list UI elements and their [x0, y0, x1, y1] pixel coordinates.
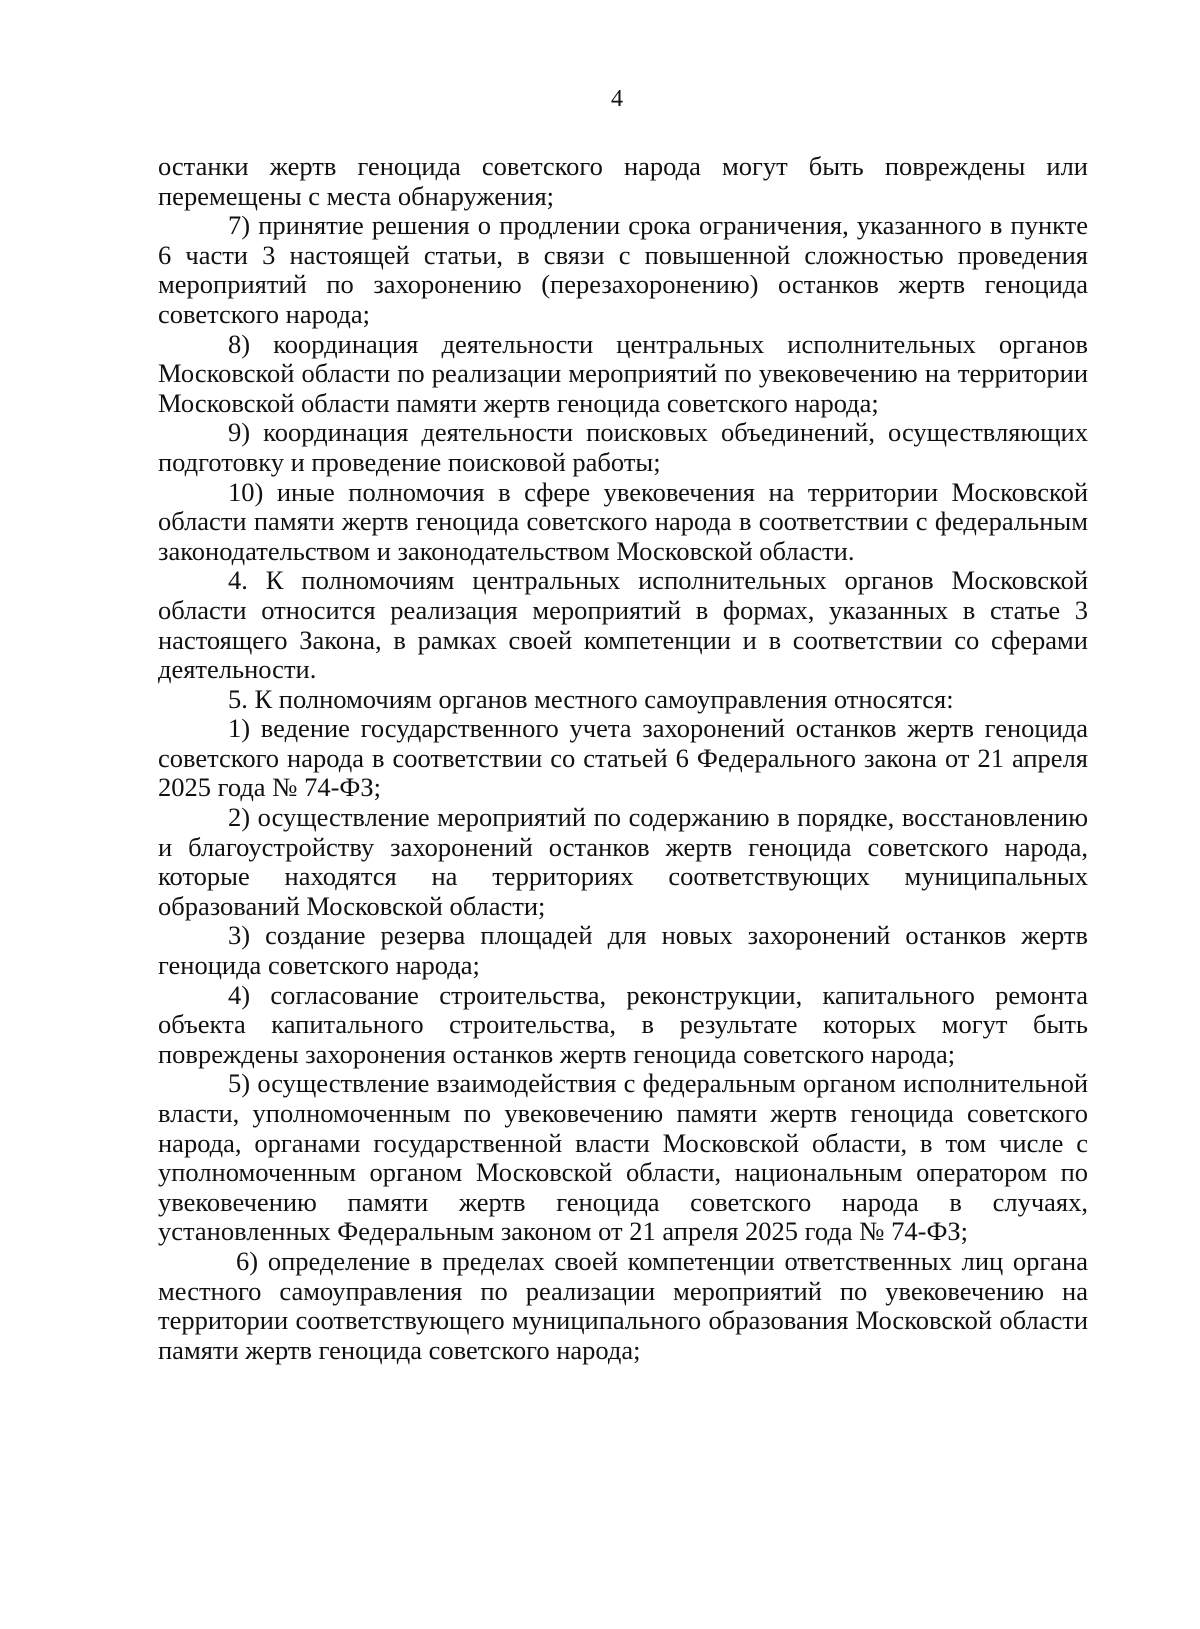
paragraph-item-9: 9) координация деятельности поисковых объединений, осуществляющих подготовку и проведение поисковой работы;	[158, 417, 1088, 477]
paragraph-part-5-item-6: 6) определение в пределах своей компетенции ответственных лиц органа местного самоуправления по реализации мероприятий по увековечению на территории соответствующего муниципального образования Московской области памяти жертв геноцида советского народа;	[158, 1245, 1088, 1365]
paragraph-item-10: 10) иные полномочия в сфере увековечения на территории Московской области памяти жертв геноцида советского народа в соответствии с федеральным законодательством и законодательством Московской области.	[158, 476, 1088, 566]
paragraph-item-8: 8) координация деятельности центральных исполнительных органов Московской области по реализации мероприятий по увековечению на территории Московской области памяти жертв геноцида советского народа;	[158, 328, 1088, 418]
paragraph-part-5-item-4: 4) согласование строительства, реконструкции, капитального ремонта объекта капитального строительства, в результате которых могут быть повреждены захоронения останков жертв геноцида советского народа;	[158, 979, 1088, 1069]
paragraph-part-5-item-5: 5) осуществление взаимодействия с федеральным органом исполнительной власти, уполномоченным по увековечению памяти жертв геноцида советского народа, органами государственной власти Московской области, в том числе с уполномоченным органом Московской области, национальным оператором по увековечению памяти жертв геноцида советского народа в случаях, установленных Федеральным законом от 21 апреля 2025 года № 74-ФЗ;	[158, 1068, 1088, 1247]
paragraph-part-5: 5. К полномочиям органов местного самоуправления относятся:	[228, 683, 954, 714]
paragraph-item-7: 7) принятие решения о продлении срока ограничения, указанного в пункте 6 части 3 настоящей статьи, в связи с повышенной сложностью проведения мероприятий по захоронению (перезахоронению) останков жертв геноцида советского народа;	[158, 210, 1088, 329]
paragraph-part-5-item-3: 3) создание резерва площадей для новых захоронений останков жертв геноцида советского народа;	[158, 920, 1088, 981]
paragraph-continuation: останки жертв геноцида советского народа могут быть повреждены или перемещены с места обнаружения;	[158, 151, 1088, 211]
page-number: 4	[611, 86, 623, 112]
body-text	[158, 152, 1088, 1365]
paragraph-part-5-item-1: 1) ведение государственного учета захоронений останков жертв геноцида советского народа в соответствии со статьей 6 Федерального закона от 21 апреля 2025 года № 74-ФЗ;	[158, 713, 1088, 803]
paragraph-part-5-item-2: 2) осуществление мероприятий по содержанию в порядке, восстановлению и благоустройству захоронений останков жертв геноцида советского народа, которые находятся на территориях соответствующих муниципальных образований Московской области;	[158, 802, 1088, 921]
paragraph-part-4: 4. К полномочиям центральных исполнительных органов Московской области относится реализация мероприятий в формах, указанных в статье 3 настоящего Закона, в рамках своей компетенции и в соответствии со сферами деятельности.	[158, 565, 1088, 685]
